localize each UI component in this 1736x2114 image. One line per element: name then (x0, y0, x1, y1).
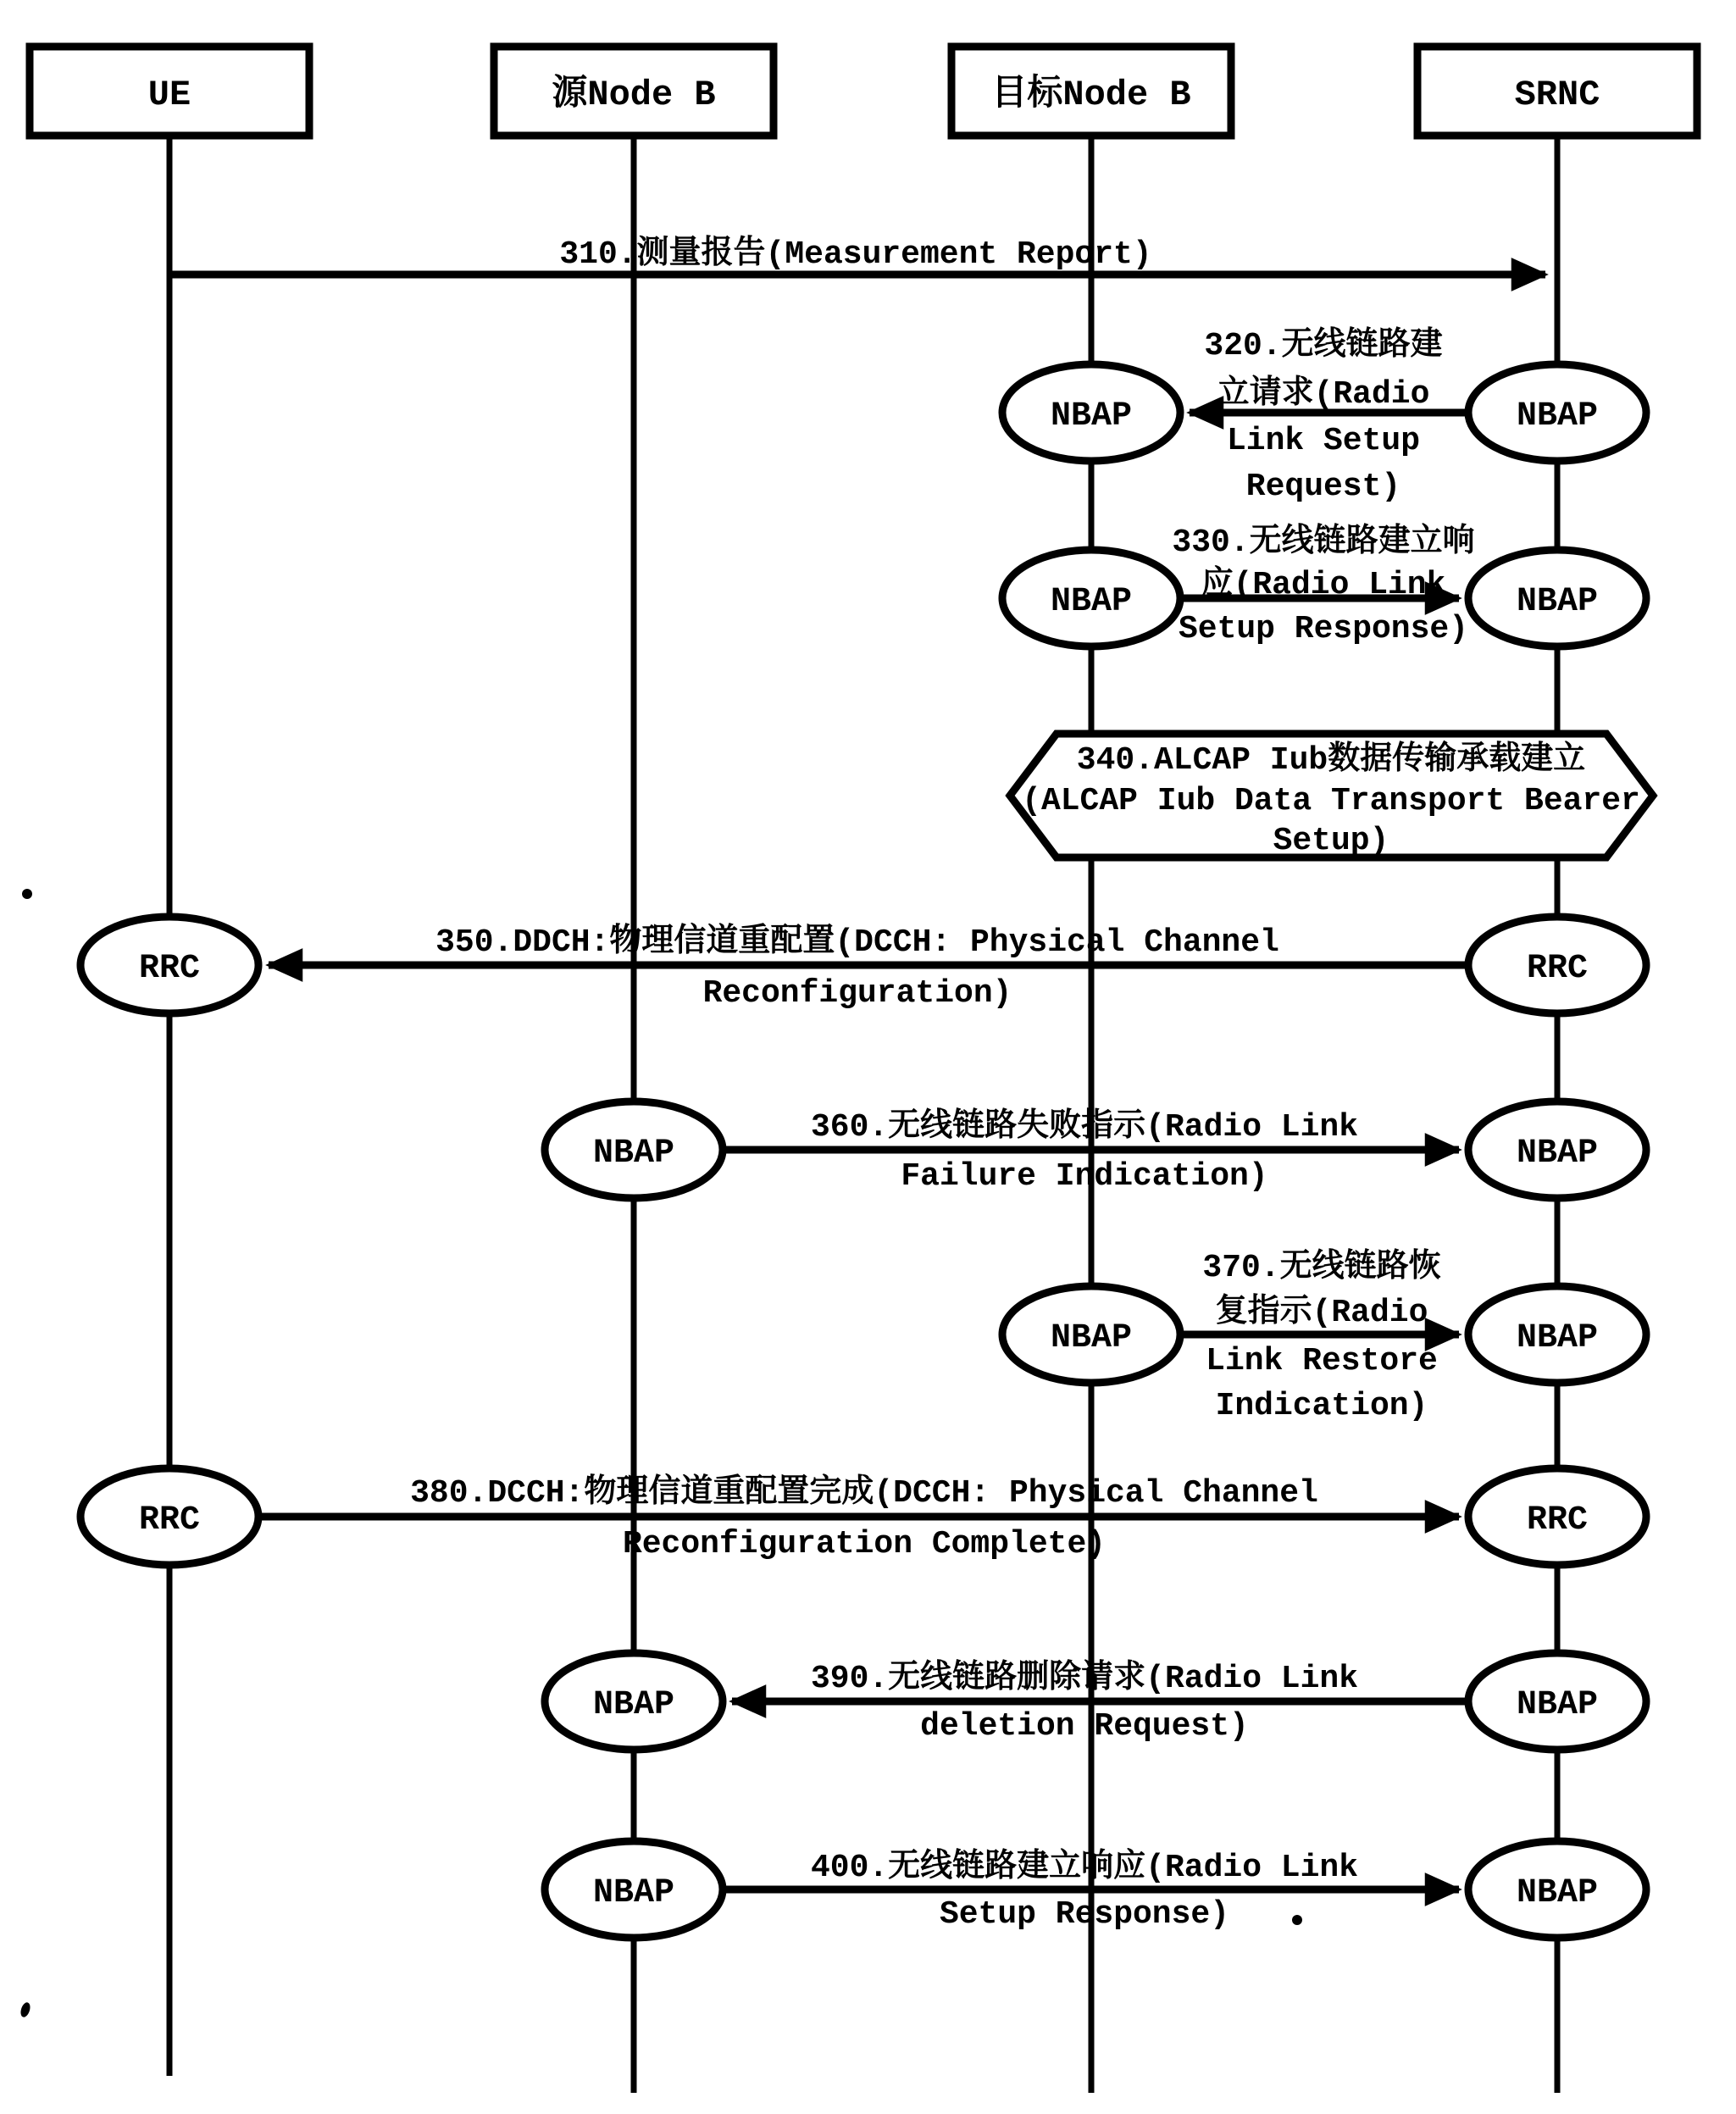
message-text: 330.无线链路建立响 (1172, 524, 1475, 561)
message-text: Indication) (1215, 1388, 1428, 1424)
message-text: 390.无线链路删除请求(Radio Link (810, 1661, 1359, 1697)
nbap-label: NBAP (1050, 583, 1133, 621)
message-text: 应(Radio Link (1201, 567, 1446, 603)
message-text: Setup Response) (1178, 611, 1469, 647)
message-text: 350.DDCH:物理信道重配置(DCCH: Physical Channel (435, 924, 1279, 961)
message-text: deletion Request) (920, 1708, 1249, 1745)
rrc-label: RRC (138, 1501, 201, 1540)
message-330 (1172, 523, 1474, 647)
message-text: Request) (1245, 469, 1401, 505)
message-text: 立请求(Radio (1217, 376, 1430, 413)
nbap-label: NBAP (1516, 1135, 1599, 1173)
message-text: 320.无线链路建 (1204, 328, 1443, 364)
message-text: Setup Response) (939, 1896, 1230, 1933)
message-350 (269, 923, 1468, 1012)
nbap-label: NBAP (1516, 397, 1599, 436)
nbap-label: NBAP (592, 1686, 675, 1724)
message-text: (ALCAP Iub Data Transport Bearer (1022, 783, 1640, 819)
message-text: 370.无线链路恢 (1202, 1250, 1441, 1286)
message-text: Link Restore (1206, 1343, 1438, 1379)
rrc-label: RRC (138, 950, 201, 988)
nbap-label: NBAP (592, 1874, 675, 1912)
rrc-label: RRC (1526, 950, 1589, 988)
message-320 (1190, 326, 1468, 505)
nbap-label: NBAP (592, 1135, 675, 1173)
message-text: Failure Indication) (901, 1158, 1268, 1195)
nbap-label: NBAP (1050, 397, 1133, 436)
message-310 (172, 235, 1545, 275)
message-360 (723, 1107, 1459, 1195)
nbap-label: NBAP (1516, 1319, 1599, 1357)
message-text: 复指示(Radio (1215, 1295, 1428, 1331)
message-340-hexagon (1010, 734, 1653, 859)
actor-srnc (1417, 47, 1697, 136)
nbap-label: NBAP (1516, 1874, 1599, 1912)
message-390 (732, 1659, 1468, 1745)
message-text: 400.无线链路建立响应(Radio Link (810, 1850, 1359, 1886)
message-400 (723, 1848, 1459, 1933)
actor-source-node-b (494, 47, 774, 136)
actor-label: UE (147, 75, 191, 115)
scan-artifact-comma (19, 2001, 31, 2018)
message-text: Reconfiguration Complete) (622, 1526, 1106, 1562)
nbap-label: NBAP (1516, 1686, 1599, 1724)
nbap-label: NBAP (1516, 583, 1599, 621)
nbap-label: NBAP (1050, 1319, 1133, 1357)
message-text: 380.DCCH:物理信道重配置完成(DCCH: Physical Channel (410, 1475, 1318, 1512)
actor-ue (30, 47, 309, 136)
message-370 (1180, 1248, 1459, 1424)
actor-label: 目标Node B (991, 75, 1191, 115)
message-text: Link Setup (1226, 423, 1421, 459)
actor-target-node-b (951, 47, 1231, 136)
scan-artifact-dot (22, 889, 32, 899)
actor-label: SRNC (1514, 75, 1600, 115)
rrc-label: RRC (1526, 1501, 1589, 1540)
message-380 (260, 1473, 1459, 1562)
message-text: 360.无线链路失败指示(Radio Link (810, 1109, 1359, 1146)
message-text: 310.测量报告(Measurement Report) (559, 236, 1152, 273)
scan-artifact-dot (1292, 1915, 1302, 1925)
message-text: Reconfiguration) (702, 975, 1012, 1012)
message-text: 340.ALCAP Iub数据传输承载建立 (1076, 742, 1586, 779)
actor-label: 源Node B (552, 75, 716, 115)
message-text: Setup) (1273, 823, 1389, 859)
